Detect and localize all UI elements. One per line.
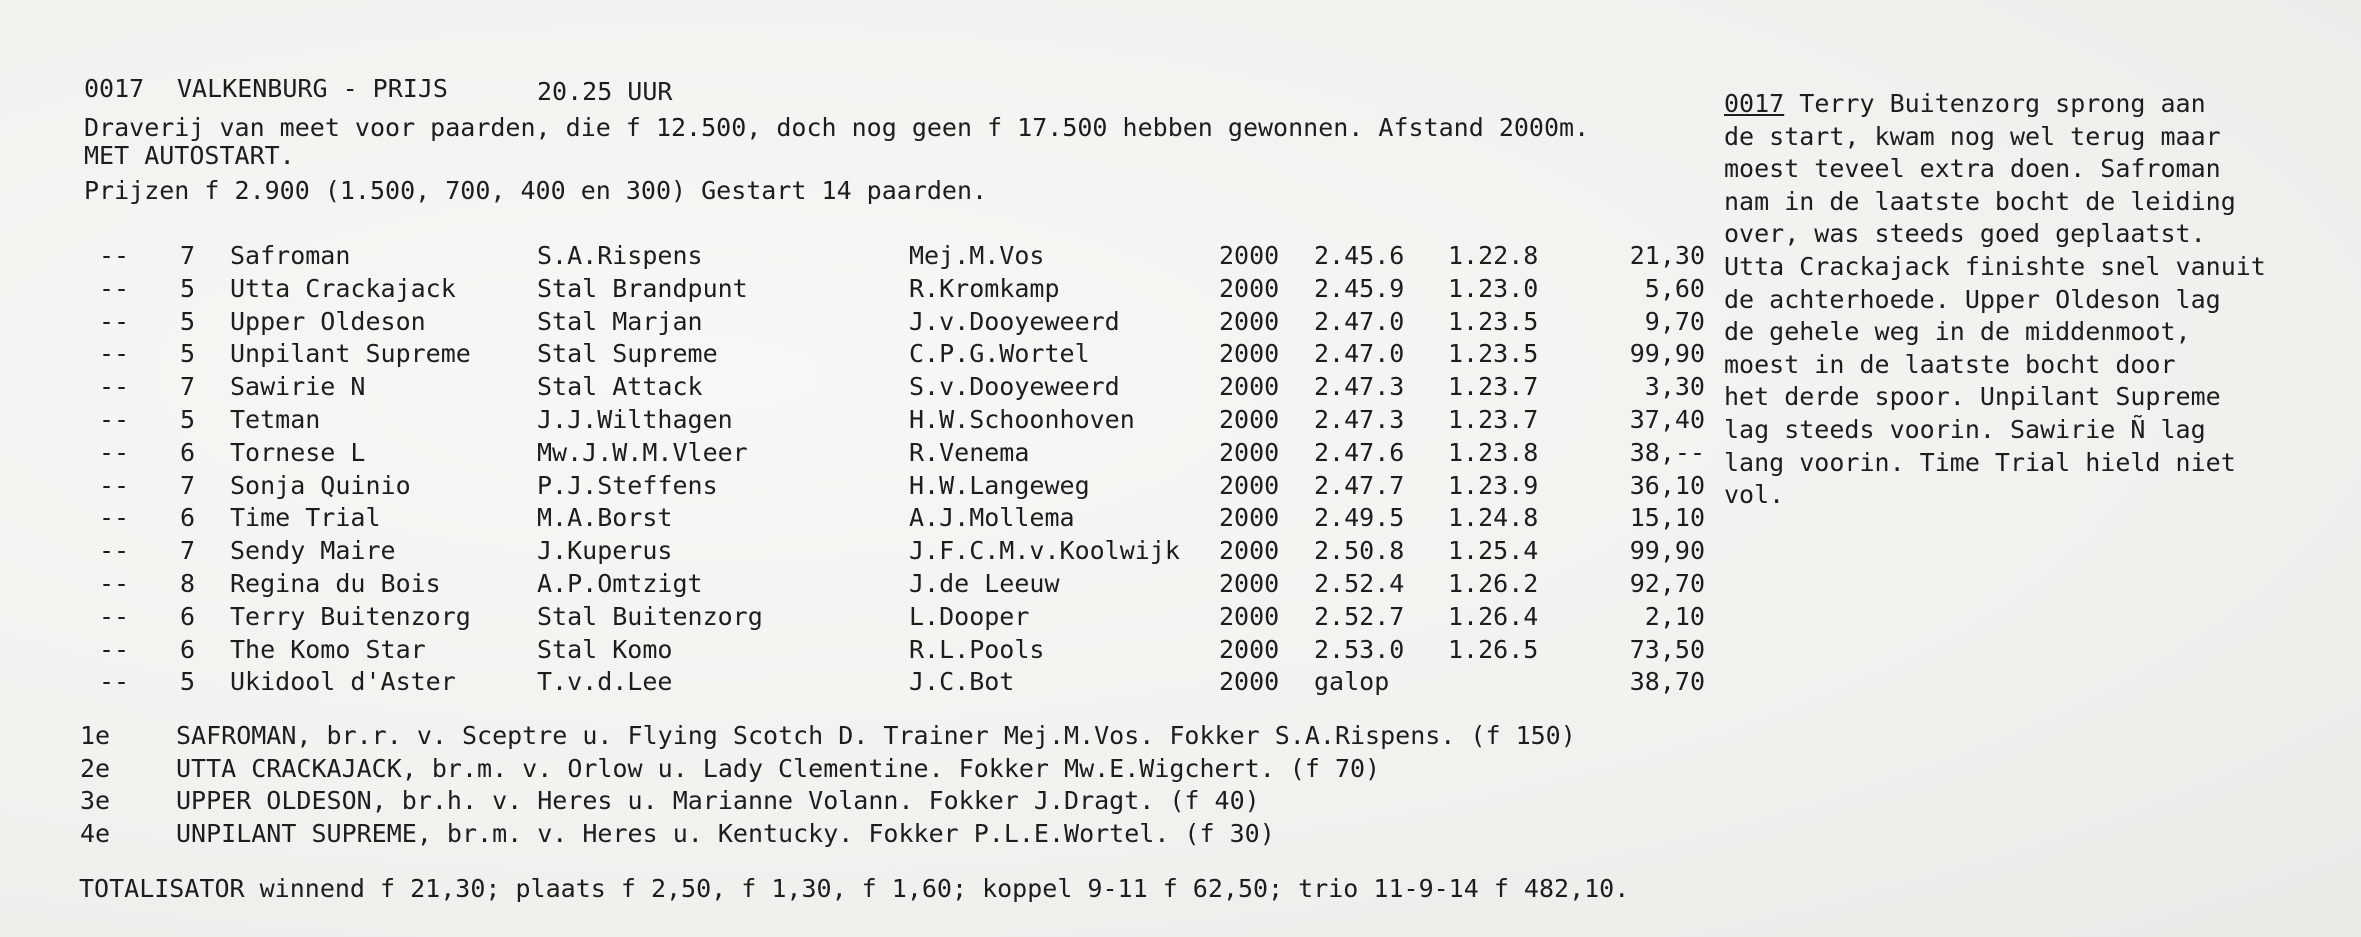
commentary-line: lag steeds voorin. Sawirie Ñ lag (1724, 414, 2206, 444)
result-row (0, 568, 1720, 600)
owner-name: Mw.J.W.M.Vleer (537, 437, 748, 467)
commentary-line: het derde spoor. Unpilant Supreme (1724, 382, 2221, 412)
result-row (0, 666, 1720, 698)
commentary-line: de start, kwam nog wel terug maar (1724, 121, 2221, 151)
win-odds: 73,50 (1629, 634, 1705, 664)
result-row (0, 338, 1720, 370)
horse-age: 7 (180, 536, 196, 566)
km-time: 1.23.5 (1448, 339, 1539, 369)
row-dash: -- (99, 241, 130, 270)
race-distance: 2000 (1219, 536, 1280, 566)
row-dash: -- (99, 405, 130, 434)
race-distance: 2000 (1219, 601, 1280, 631)
commentary-line: de achterhoede. Upper Oldeson lag (1724, 284, 2221, 314)
row-dash: -- (99, 667, 130, 697)
placing-text: UTTA CRACKAJACK, br.m. v. Orlow u. Lady Clementine. Fokker Mw.E.Wigchert. (f 70) (176, 753, 1381, 783)
horse-age: 6 (180, 437, 196, 467)
driver-name: J.de Leeuw (909, 569, 1060, 598)
commentary-line: nam in de laatste bocht de leiding (1724, 186, 2236, 216)
km-time: 1.26.5 (1448, 634, 1539, 664)
horse-name: Sawirie N (230, 372, 366, 402)
result-row (0, 306, 1720, 338)
km-time: 1.23.5 (1448, 306, 1539, 336)
owner-name: S.A.Rispens (537, 241, 703, 270)
driver-name: H.W.Langeweg (909, 470, 1090, 500)
horse-age: 6 (180, 601, 196, 631)
race-distance: 2000 (1219, 306, 1280, 336)
horse-age: 7 (180, 241, 196, 270)
horse-age: 6 (180, 503, 196, 533)
finish-time: 2.47.3 (1314, 405, 1405, 434)
result-row (0, 404, 1720, 436)
owner-name: Stal Supreme (537, 339, 718, 369)
finish-time: 2.50.8 (1314, 536, 1405, 566)
km-time: 1.22.8 (1448, 241, 1539, 270)
win-odds: 99,90 (1629, 339, 1705, 369)
driver-name: L.Dooper (909, 601, 1030, 631)
placing-text: UNPILANT SUPREME, br.m. v. Heres u. Kentucky. Fokker P.L.E.Wortel. (f 30) (176, 818, 1275, 848)
horse-name: Terry Buitenzorg (230, 601, 471, 631)
finish-time: 2.47.3 (1314, 372, 1405, 402)
horse-age: 5 (180, 306, 196, 336)
race-distance: 2000 (1219, 241, 1280, 270)
driver-name: C.P.G.Wortel (909, 339, 1090, 369)
finish-time: 2.47.0 (1314, 306, 1405, 336)
horse-name: Tornese L (230, 437, 366, 467)
race-distance: 2000 (1219, 273, 1280, 303)
placing-row (0, 720, 1720, 752)
finish-time: 2.52.4 (1314, 569, 1405, 598)
totalisator-line: TOTALISATOR winnend f 21,30; plaats f 2,50, f 1,30, f 1,60; koppel 9-11 f 62,50; trio 11-9-14 f 482,10. (79, 874, 1630, 903)
km-time: 1.26.2 (1448, 569, 1539, 598)
horse-age: 7 (180, 372, 196, 402)
owner-name: Stal Komo (537, 634, 673, 664)
result-row (0, 535, 1720, 567)
start-type: MET AUTOSTART. (84, 141, 295, 170)
horse-age: 5 (180, 667, 196, 697)
driver-name: J.C.Bot (909, 667, 1015, 697)
win-odds: 5,60 (1644, 273, 1705, 303)
finish-time: 2.45.9 (1314, 273, 1405, 303)
race-distance: 2000 (1219, 634, 1280, 664)
driver-name: H.W.Schoonhoven (909, 405, 1135, 434)
owner-name: J.Kuperus (537, 536, 673, 566)
placing-text: UPPER OLDESON, br.h. v. Heres u. Marianne Volann. Fokker J.Dragt. (f 40) (176, 786, 1260, 815)
finish-time: 2.47.7 (1314, 470, 1405, 500)
km-time: 1.23.0 (1448, 273, 1539, 303)
row-dash: -- (99, 339, 130, 369)
row-dash: -- (99, 601, 130, 631)
race-name: VALKENBURG - PRIJS (177, 74, 448, 103)
race-distance: 2000 (1219, 569, 1280, 598)
finish-time: galop (1314, 667, 1390, 697)
placing-number: 4e (80, 818, 111, 848)
commentary-line: vol. (1724, 480, 1785, 510)
commentary-line: Utta Crackajack finishte snel vanuit (1724, 251, 2266, 281)
race-distance: 2000 (1219, 667, 1280, 697)
owner-name: P.J.Steffens (537, 470, 718, 500)
commentary-first-line (1724, 88, 2324, 121)
horse-age: 5 (180, 405, 196, 434)
row-dash: -- (99, 536, 130, 566)
horse-name: Sonja Quinio (230, 470, 411, 500)
driver-name: R.L.Pools (909, 634, 1045, 664)
horse-age: 5 (180, 273, 196, 303)
race-distance: 2000 (1219, 405, 1280, 434)
owner-name: Stal Brandpunt (537, 273, 748, 303)
race-distance: 2000 (1219, 470, 1280, 500)
result-row (0, 601, 1720, 633)
commentary-line: moest in de laatste bocht door (1724, 349, 2176, 379)
row-dash: -- (99, 634, 130, 664)
horse-name: Tetman (230, 405, 321, 434)
horse-name: The Komo Star (230, 634, 426, 664)
owner-name: Stal Attack (537, 372, 703, 402)
owner-name: M.A.Borst (537, 503, 673, 533)
win-odds: 21,30 (1629, 241, 1705, 270)
placing-row (0, 753, 1720, 785)
finish-time: 2.49.5 (1314, 503, 1405, 533)
win-odds: 9,70 (1644, 306, 1705, 336)
win-odds: 3,30 (1644, 372, 1705, 402)
race-description: Draverij van meet voor paarden, die f 12.500, doch nog geen f 17.500 hebben gewonnen. Afstand 2000m. (84, 113, 1590, 142)
placing-row (0, 785, 1720, 817)
km-time: 1.25.4 (1448, 536, 1539, 566)
race-code: 0017 (84, 74, 145, 103)
commentary-first-line-text: Terry Buitenzorg sprong aan (1784, 89, 2206, 118)
placing-text: SAFROMAN, br.r. v. Sceptre u. Flying Scotch D. Trainer Mej.M.Vos. Fokker S.A.Rispens. (f 150) (176, 721, 1576, 750)
race-time: 20.25 UUR (537, 77, 673, 106)
row-dash: -- (99, 273, 130, 303)
row-dash: -- (99, 372, 130, 402)
commentary-code: 0017 (1724, 89, 1785, 118)
result-row (0, 371, 1720, 403)
owner-name: T.v.d.Lee (537, 667, 673, 697)
finish-time: 2.47.6 (1314, 437, 1405, 467)
driver-name: A.J.Mollema (909, 503, 1075, 533)
placing-row (0, 818, 1720, 850)
km-time: 1.23.7 (1448, 405, 1539, 434)
horse-age: 6 (180, 634, 196, 664)
finish-time: 2.45.6 (1314, 241, 1405, 270)
commentary-line: moest teveel extra doen. Safroman (1724, 154, 2221, 184)
result-row (0, 437, 1720, 469)
win-odds: 92,70 (1629, 569, 1705, 598)
finish-time: 2.47.0 (1314, 339, 1405, 369)
win-odds: 37,40 (1629, 405, 1705, 434)
row-dash: -- (99, 306, 130, 336)
horse-name: Sendy Maire (230, 536, 396, 566)
km-time: 1.24.8 (1448, 503, 1539, 533)
placing-number: 3e (80, 786, 111, 815)
horse-name: Safroman (230, 241, 351, 270)
km-time: 1.23.7 (1448, 372, 1539, 402)
horse-age: 8 (180, 569, 196, 598)
row-dash: -- (99, 569, 130, 598)
horse-age: 5 (180, 339, 196, 369)
finish-time: 2.52.7 (1314, 601, 1405, 631)
horse-name: Utta Crackajack (230, 273, 456, 303)
horse-name: Regina du Bois (230, 569, 441, 598)
result-row (0, 634, 1720, 666)
row-dash: -- (99, 503, 130, 533)
race-distance: 2000 (1219, 437, 1280, 467)
result-row (0, 502, 1720, 534)
km-time: 1.26.4 (1448, 601, 1539, 631)
driver-name: S.v.Dooyeweerd (909, 372, 1120, 402)
win-odds: 2,10 (1644, 601, 1705, 631)
race-distance: 2000 (1219, 339, 1280, 369)
km-time: 1.23.8 (1448, 437, 1539, 467)
commentary-line: over, was steeds goed geplaatst. (1724, 219, 2206, 249)
owner-name: J.J.Wilthagen (537, 405, 733, 434)
km-time: 1.23.9 (1448, 470, 1539, 500)
win-odds: 38,70 (1629, 667, 1705, 697)
driver-name: Mej.M.Vos (909, 241, 1045, 270)
race-distance: 2000 (1219, 503, 1280, 533)
race-commentary (1724, 88, 2324, 512)
result-row (0, 470, 1720, 502)
horse-name: Ukidool d'Aster (230, 667, 456, 697)
result-row (0, 273, 1720, 305)
horse-age: 7 (180, 470, 196, 500)
row-dash: -- (99, 470, 130, 500)
result-row (0, 240, 1720, 272)
finish-time: 2.53.0 (1314, 634, 1405, 664)
driver-name: R.Venema (909, 437, 1030, 467)
row-dash: -- (99, 437, 130, 467)
win-odds: 36,10 (1629, 470, 1705, 500)
owner-name: Stal Marjan (537, 306, 703, 336)
win-odds: 15,10 (1629, 503, 1705, 533)
driver-name: J.v.Dooyeweerd (909, 306, 1120, 336)
horse-name: Upper Oldeson (230, 306, 426, 336)
owner-name: Stal Buitenzorg (537, 601, 763, 631)
placing-number: 1e (80, 721, 111, 750)
driver-name: J.F.C.M.v.Koolwijk (909, 536, 1180, 566)
prize-info: Prijzen f 2.900 (1.500, 700, 400 en 300) Gestart 14 paarden. (84, 176, 988, 205)
win-odds: 38,-- (1629, 437, 1705, 467)
driver-name: R.Kromkamp (909, 273, 1060, 303)
commentary-line: lang voorin. Time Trial hield niet (1724, 447, 2236, 477)
placing-number: 2e (80, 753, 111, 783)
horse-name: Time Trial (230, 503, 381, 533)
race-distance: 2000 (1219, 372, 1280, 402)
win-odds: 99,90 (1629, 536, 1705, 566)
commentary-line: de gehele weg in de middenmoot, (1724, 317, 2191, 347)
horse-name: Unpilant Supreme (230, 339, 471, 369)
owner-name: A.P.Omtzigt (537, 569, 703, 598)
